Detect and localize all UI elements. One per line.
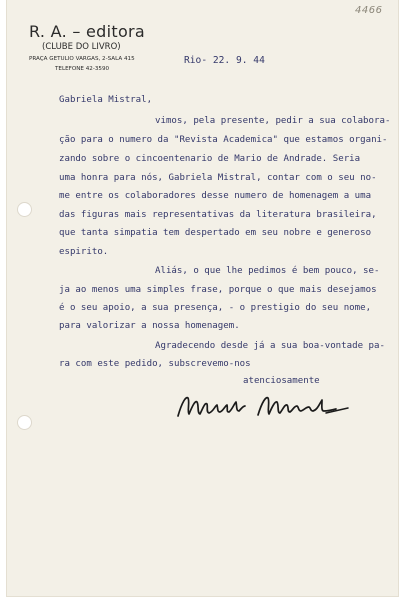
- body-line: ja ao menos uma simples frase, porque o que mais desejamos: [59, 285, 377, 295]
- letter-date: Rio- 22. 9. 44: [184, 55, 265, 66]
- body-line: para valorizar a nossa homenagem.: [59, 321, 240, 331]
- letterhead-phone: TELEFONE 42-3590: [55, 66, 110, 72]
- body-line: me entre os colaboradores desse numero de homenagem a uma: [59, 191, 372, 201]
- letterhead-address: PRAÇA GETULIO VARGAS, 2-SALA 415: [29, 56, 135, 62]
- closing: atenciosamente: [243, 376, 320, 386]
- body-line: espirito.: [59, 247, 109, 257]
- salutation: Gabriela Mistral,: [59, 95, 153, 105]
- body-line: ra com este pedido, subscrevemo-nos: [59, 359, 251, 369]
- body-line: zando sobre o cincoentenario de Mario de Andrade. Seria: [59, 154, 361, 164]
- archive-number: 4466: [355, 5, 383, 16]
- letterhead-subtitle: (CLUBE DO LIVRO): [42, 42, 121, 52]
- body-line: Aliás, o que lhe pedimos é bem pouco, se-: [155, 266, 380, 276]
- body-line: das figuras mais representativas da literatura brasileira,: [59, 210, 377, 220]
- letterhead-title: R. A. – editora: [29, 22, 146, 41]
- letter-paper: [7, 0, 398, 596]
- body-line: ção para o numero da "Revista Academica" que estamos organi-: [59, 135, 388, 145]
- body-line: que tanta simpatia tem despertado em seu nobre e generoso: [59, 228, 372, 238]
- body-line: é o seu apoio, a sua presença, - o prestigio do seu nome,: [59, 303, 372, 313]
- body-line: uma honra para nós, Gabriela Mistral, contar com o seu no-: [59, 173, 377, 183]
- body-line: Agradecendo desde já a sua boa-vontade pa-: [155, 341, 385, 351]
- body-line: vimos, pela presente, pedir a sua colabora-: [155, 116, 391, 126]
- handwritten-signature: [176, 392, 356, 426]
- punch-hole-bottom: [17, 415, 32, 430]
- punch-hole-top: [17, 202, 32, 217]
